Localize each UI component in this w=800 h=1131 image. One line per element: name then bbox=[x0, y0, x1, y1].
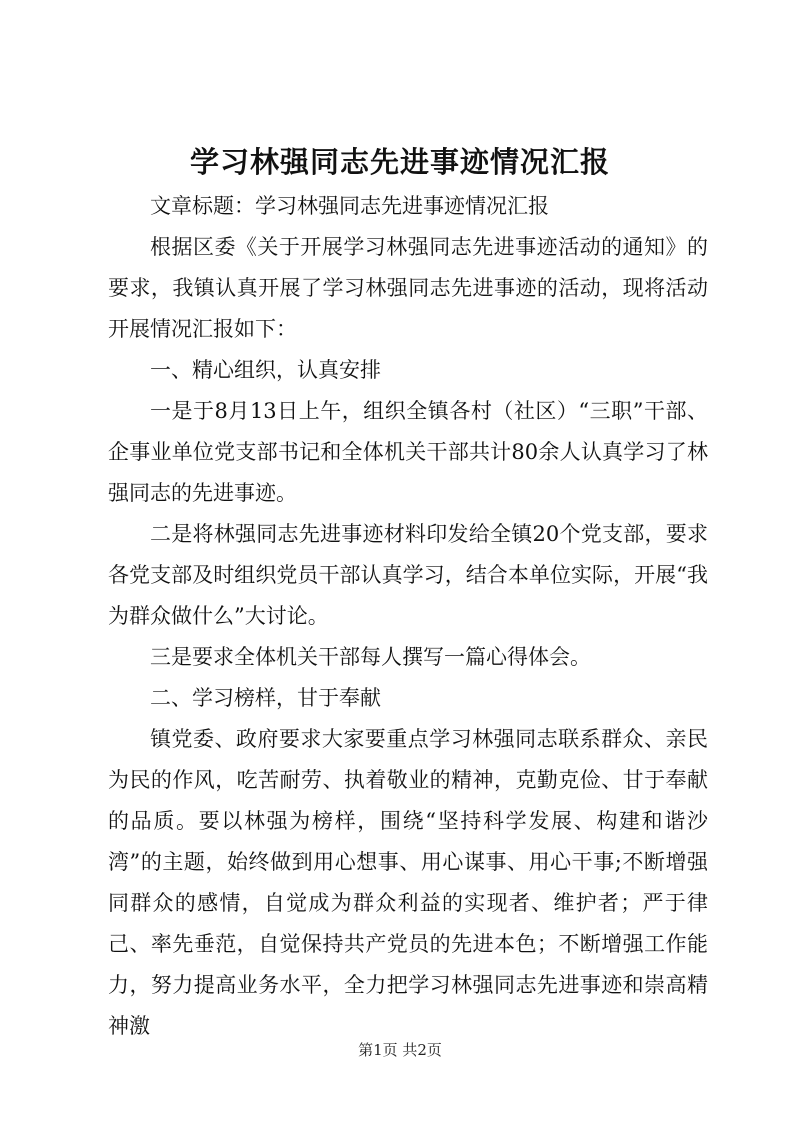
page-footer: 第1页 共2页 bbox=[358, 1041, 442, 1059]
document-body bbox=[108, 186, 708, 1047]
section-heading-1: 一、精心组织，认真安排 bbox=[150, 358, 381, 382]
paragraph-item-2: 二是将林强同志先进事迹材料印发给全镇20个党支部，要求各党支部及时组织党员干部认真学习，结合本单位实际，开展“我为群众做什么”大讨论。 bbox=[108, 522, 708, 628]
paragraph-section-2-body: 镇党委、政府要求大家要重点学习林强同志联系群众、亲民为民的作风，吃苦耐劳、执着敬业的精神，克勤克俭、甘于奉献的品质。要以林强为榜样，围绕“坚持科学发展、构建和谐沙湾”的主题，始终做到用心想事、用心谋事、用心干事;不断增强同群众的感情，自觉成为群众利益的实现者、维护者；严于律己、率先垂范，自觉保持共产党员的先进本色；不断增强工作能力，努力提高业务水平，全力把学习林强同志先进事迹和崇高精神激 bbox=[108, 727, 708, 1038]
paragraph-item-3: 三是要求全体机关干部每人撰写一篇心得体会。 bbox=[150, 645, 591, 669]
paragraph-item-1: 一是于8月13日上午，组织全镇各村（社区）“三职”干部、企事业单位党支部书记和全体机关干部共计80余人认真学习了林强同志的先进事迹。 bbox=[108, 399, 708, 505]
paragraph-article-title: 文章标题：学习林强同志先进事迹情况汇报 bbox=[150, 194, 549, 218]
paragraph-intro: 根据区委《关于开展学习林强同志先进事迹活动的通知》的要求，我镇认真开展了学习林强同志先进事迹的活动，现将活动开展情况汇报如下： bbox=[108, 235, 708, 341]
document-title: 学习林强同志先进事迹情况汇报 bbox=[189, 145, 610, 179]
section-heading-2: 二、学习榜样，甘于奉献 bbox=[150, 686, 381, 710]
